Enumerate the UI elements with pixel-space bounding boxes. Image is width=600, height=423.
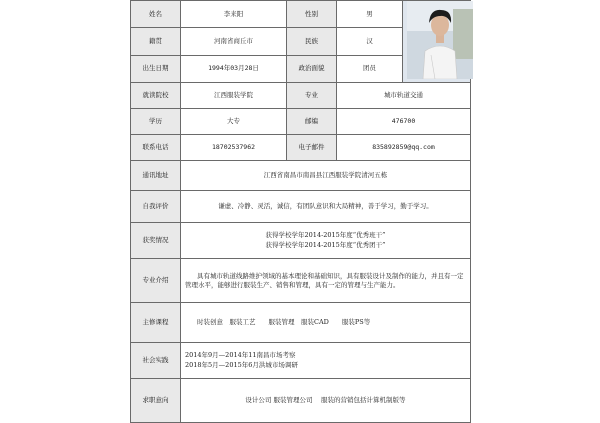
award-item: 获得学校学年2014-2015年度“优秀班干”	[265, 231, 386, 239]
courses-value: 时装创意 服装工艺 服装管理 服装CAD 服装PS等	[181, 303, 471, 343]
birth-label: 出生日期	[131, 55, 181, 82]
profile-photo	[403, 1, 471, 83]
row-intro	[131, 259, 471, 303]
intro-label: 专业介绍	[131, 259, 181, 303]
row-courses	[131, 303, 471, 343]
school-value: 江西服装学院	[181, 83, 287, 109]
major-label: 专业	[287, 83, 337, 109]
practice-item: 2014年9月—2014年11南昌市场考察	[185, 351, 296, 359]
name-label: 姓名	[131, 1, 181, 28]
person-photo-icon	[407, 1, 473, 79]
award-item: 获得学校学年2014-2015年度“优秀团干”	[265, 241, 386, 249]
ethnicity-label: 民族	[287, 28, 337, 55]
row-job	[131, 379, 471, 423]
job-value: 设计公司 服装管理公司 服装的营销包括计算机制版等	[181, 379, 471, 423]
gender-value: 男	[337, 1, 403, 28]
row-address	[131, 161, 471, 191]
ethnicity-value: 汉	[337, 28, 403, 55]
address-label: 通讯地址	[131, 161, 181, 191]
gender-label: 性别	[287, 1, 337, 28]
origin-label: 籍贯	[131, 28, 181, 55]
row-school	[131, 83, 471, 109]
degree-label: 学历	[131, 109, 181, 135]
email-value: 835892859@qq.com	[337, 135, 471, 161]
practice-item: 2018年5月—2015年6月洪城市场调研	[185, 361, 298, 369]
birth-value: 1994年03月28日	[181, 55, 287, 82]
phone-label: 联系电话	[131, 135, 181, 161]
awards-label: 获奖情况	[131, 223, 181, 259]
row-degree	[131, 109, 471, 135]
origin-value: 河南省商丘市	[181, 28, 287, 55]
self-eval-value: 谦虚、冷静、灵活，诚信，有团队意识和大局精神，善于学习，勤于学习。	[181, 191, 471, 223]
politics-label: 政治面貌	[287, 55, 337, 82]
major-value: 城市轨道交通	[337, 83, 471, 109]
degree-value: 大专	[181, 109, 287, 135]
awards-value	[181, 223, 471, 259]
resume-table	[130, 0, 471, 423]
practice-label: 社会实践	[131, 343, 181, 379]
job-label: 求职意向	[131, 379, 181, 423]
practice-value	[181, 343, 471, 379]
email-label: 电子邮件	[287, 135, 337, 161]
self-eval-label: 自我评价	[131, 191, 181, 223]
intro-value: 具有城市轨道线路维护领域的基本理论和基础知识，具有服装设计及制作的能力，并且有一定管理水平，能够进行服装生产、销售和管理，具有一定的管理与生产能力。	[181, 259, 471, 303]
zip-label: 邮编	[287, 109, 337, 135]
row-name	[131, 1, 471, 28]
row-self-eval	[131, 191, 471, 223]
courses-label: 主修课程	[131, 303, 181, 343]
row-awards	[131, 223, 471, 259]
row-practice	[131, 343, 471, 379]
resume-sheet	[130, 0, 470, 404]
name-value: 李来阳	[181, 1, 287, 28]
phone-value: 18702537962	[181, 135, 287, 161]
address-value: 江西省南昌市南昌县江西服装学院清河五栋	[181, 161, 471, 191]
school-label: 就读院校	[131, 83, 181, 109]
row-contact	[131, 135, 471, 161]
politics-value: 团员	[337, 55, 403, 82]
zip-value: 476700	[337, 109, 471, 135]
